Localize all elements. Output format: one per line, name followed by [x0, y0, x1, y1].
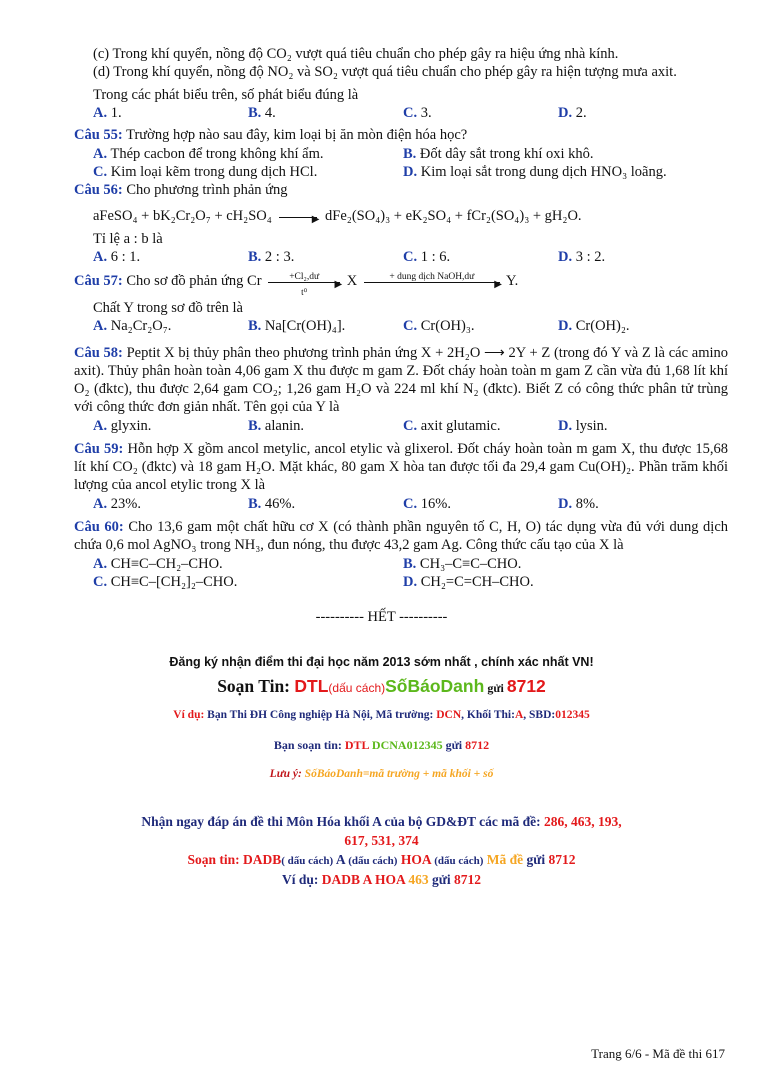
option-c: C. Cr(OH)₃.: [403, 318, 475, 334]
page-footer: Trang 6/6 - Mã đề thi 617: [591, 1046, 725, 1061]
q58-options: [0, 418, 763, 436]
option-b: B. 4.: [248, 105, 276, 121]
option-a: A. 6 : 1.: [93, 249, 141, 265]
option-b: B. CH₃–C≡C–CHO.: [403, 556, 522, 572]
option-c: C. 1 : 6.: [403, 249, 451, 265]
q56-ratio: Tỉ lệ a : b là: [93, 231, 163, 247]
q55-question: Câu 55: Trường hợp nào sau đây, kim loại bị ăn mòn điện hóa học?: [74, 127, 468, 143]
option-b: B. Na[Cr(OH)₄].: [248, 318, 346, 334]
option-c: C. axit glutamic.: [403, 418, 501, 434]
option-a: A. 23%.: [93, 496, 141, 512]
q57-question: Câu 57: Cho sơ đồ phản ứng Cr +Cl₂,dư ▶ t⁰ X + dung dịch NaOH,dư ▶ Y.: [74, 271, 519, 297]
option-d: D. CH₂=C=CH–CHO.: [403, 574, 534, 590]
option-d: D. lysin.: [558, 418, 608, 434]
option-d: D. Cr(OH)₂.: [558, 318, 630, 334]
q58-question: Câu 58: Peptit X bị thủy phân theo phương trình phản ứng X + 2H₂O ⟶ 2Y + Z (trong đó Y và Z là các amino axit). Thủy phân hoàn toàn 4,06 gam X thu được m gam Z. Đốt cháy hoàn toàn m gam Z cần vừa đủ 1,68 lít khí O₂ (đktc), thu được 2,64 gam CO₂; 1,26 gam H₂O và 224 ml khí N₂ (đktc). Biết Z có công thức phân tử trùng với công thức đơn giản nhất. Tên gọi của Y là: [74, 345, 729, 415]
ad-example2: Ví dụ: DADB A HOA 463 gửi 8712: [281, 872, 482, 887]
ad-sms-instruction: Soạn Tin: DTL(dấu cách)SốBáoDanh gửi 8712: [217, 676, 546, 696]
option-c: C. Kim loại kẽm trong dung dịch HCl.: [93, 164, 318, 180]
option-d: D. 3 : 2.: [558, 249, 606, 265]
reaction-arrow: ▶: [279, 216, 317, 218]
ad-note: Lưu ý: SốBáoDanh=mã trường + mã khối + số: [269, 768, 494, 780]
option-d: D. Kim loại sắt trong dung dịch HNO₃ loãng.: [403, 164, 667, 180]
option-c: C. CH≡C–[CH₂]₂–CHO.: [93, 574, 238, 590]
end-mark: ---------- HẾT ----------: [315, 609, 448, 625]
option-a: A. 1.: [93, 105, 122, 121]
option-a: A. Thép cacbon để trong không khí ẩm.: [93, 146, 324, 162]
q59-question: Câu 59: Hỗn hợp X gồm ancol metylic, ancol etylic và glixerol. Đốt cháy hoàn toàn m gam X, thu được 15,68 lít khí CO₂ (đktc) và 18 gam H₂O. Mặt khác, 80 gam X hòa tan được tối đa 29,4 gam Cu(OH)₂. Phần trăm khối lượng của ancol etylic trong X là: [74, 441, 729, 493]
ad-you-send: Bạn soạn tin: DTL DCNA012345 gửi 8712: [273, 738, 490, 752]
q59-options: [0, 496, 763, 514]
ad-example: Ví dụ: Bạn Thi ĐH Công nghiệp Hà Nội, Mã trường: DCN, Khối Thi:A, SBD:012345: [173, 709, 590, 721]
q57-followup: Chất Y trong sơ đồ trên là: [93, 300, 243, 316]
option-a: A. CH≡C–CH₂–CHO.: [93, 556, 223, 572]
q60-options-row2: [0, 574, 763, 592]
q54-options: [0, 105, 763, 123]
statement-c: (c) Trong khí quyển, nồng độ CO₂ vượt quá tiêu chuẩn cho phép gây ra hiệu ứng nhà kính.: [93, 46, 619, 62]
option-b: B. alanin.: [248, 418, 304, 434]
reaction-arrow-2: + dung dịch NaOH,dư ▶: [364, 281, 500, 283]
option-d: D. 2.: [558, 105, 587, 121]
option-c: C. 16%.: [403, 496, 451, 512]
option-a: A. Na₂Cr₂O₇.: [93, 318, 172, 334]
option-b: B. Đốt dây sắt trong khí oxi khô.: [403, 146, 594, 162]
q56-equation: aFeSO₄ + bK₂Cr₂O₇ + cH₂SO₄ ▶ dFe₂(SO₄)₃ + eK₂SO₄ + fCr₂(SO₄)₃ + gH₂O.: [93, 208, 582, 225]
option-b: B. 2 : 3.: [248, 249, 295, 265]
ad-answers-line1: Nhận ngay đáp án đề thi Môn Hóa khối A của bộ GD&ĐT các mã đề: 286, 463, 193,: [141, 814, 622, 829]
reaction-arrow-1: +Cl₂,dư ▶ t⁰: [268, 281, 340, 283]
option-d: D. 8%.: [558, 496, 599, 512]
statement-d: (d) Trong khí quyển, nồng độ NO₂ và SO₂ vượt quá tiêu chuẩn cho phép gây ra hiện tượng mưa axit.: [93, 64, 677, 80]
ad-headline: Đăng ký nhận điểm thi đại học năm 2013 sớm nhất , chính xác nhất VN!: [169, 655, 594, 669]
q57-options: [0, 318, 763, 336]
q56-question: Câu 56: Cho phương trình phản ứng: [74, 182, 288, 198]
option-b: B. 46%.: [248, 496, 296, 512]
q55-options-row2: [0, 164, 763, 182]
q55-options-row1: [0, 146, 763, 164]
q60-question: Câu 60: Cho 13,6 gam một chất hữu cơ X (có thành phần nguyên tố C, H, O) tác dụng vừa đủ với dung dịch chứa 0,6 mol AgNO₃ trong NH₃, đun nóng, thu được 43,2 gam Ag. Công thức cấu tạo của X là: [74, 519, 728, 553]
q56-options: [0, 249, 763, 267]
q54-question: Trong các phát biểu trên, số phát biểu đúng là: [93, 87, 359, 103]
option-a: A. glyxin.: [93, 418, 152, 434]
q60-options-row1: [0, 556, 763, 574]
ad-answers-line2: 617, 531, 374: [344, 833, 419, 848]
ad-sms2-instruction: Soạn tin: DADB( dấu cách) A (dấu cách) HOA (dấu cách) Mã đề gửi 8712: [187, 852, 576, 867]
option-c: C. 3.: [403, 105, 432, 121]
